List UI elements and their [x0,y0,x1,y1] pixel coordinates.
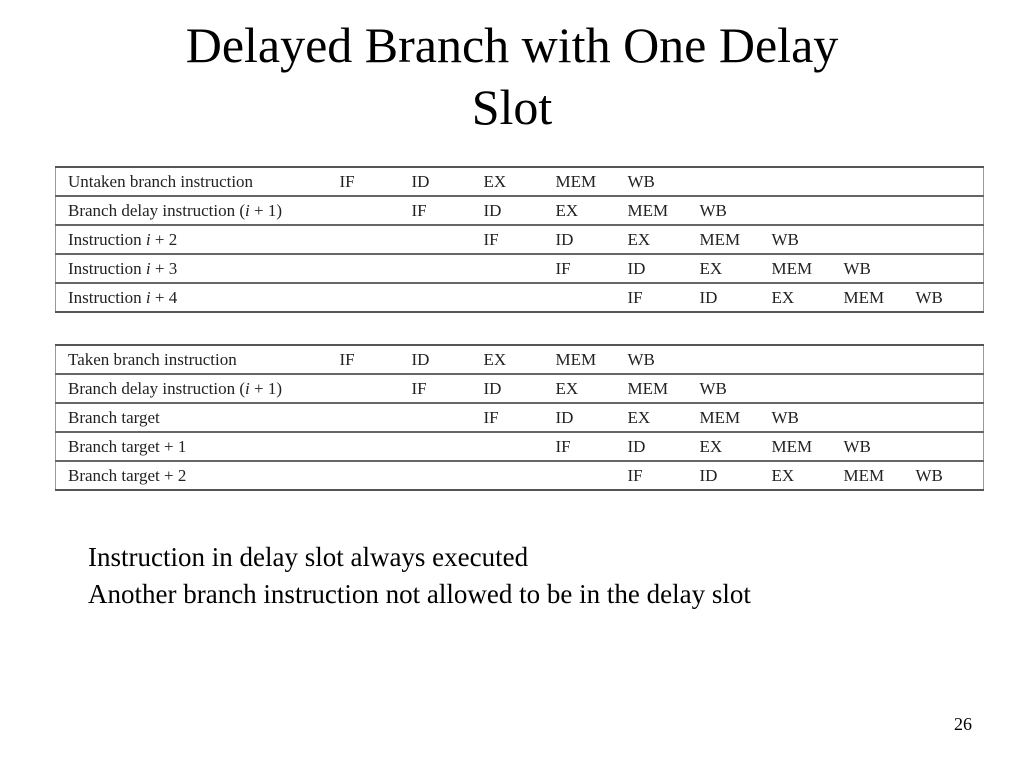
pipeline-stage-cell: WB [840,432,912,461]
pipeline-stage-cell: IF [480,225,552,254]
pipeline-stage-cell: WB [768,403,840,432]
pipeline-stage-cell: MEM [696,403,768,432]
empty-cell [912,254,984,283]
pipeline-stage-cell: EX [768,461,840,490]
table-row [56,225,984,254]
empty-cell [480,461,552,490]
instruction-label: Branch target + 2 [56,461,336,490]
pipeline-stage-cell: IF [480,403,552,432]
pipeline-stage-cell: IF [408,196,480,225]
empty-cell [912,374,984,403]
empty-cell [912,167,984,196]
empty-cell [336,374,408,403]
empty-cell [480,254,552,283]
empty-cell [696,345,768,374]
pipeline-stage-cell: IF [624,283,696,312]
empty-cell [336,403,408,432]
empty-cell [840,403,912,432]
table-row [56,196,984,225]
instruction-label: Branch target [56,403,336,432]
pipeline-stage-cell: MEM [768,254,840,283]
instruction-label: Untaken branch instruction [68,171,254,191]
empty-cell [408,225,480,254]
empty-cell [840,196,912,225]
pipeline-stage-cell: MEM [768,432,840,461]
empty-cell [912,345,984,374]
empty-cell [768,345,840,374]
pipeline-stage-cell: ID [480,196,552,225]
empty-cell [840,225,912,254]
empty-cell [768,374,840,403]
table-row [56,403,984,432]
pipeline-stage-cell: MEM [696,225,768,254]
note-line-2: Another branch instruction not allowed to be in the delay slot [88,579,751,609]
pipeline-stage-cell: ID [624,432,696,461]
empty-cell [840,345,912,374]
empty-cell [480,432,552,461]
empty-cell [912,432,984,461]
table-row [56,374,984,403]
pipeline-stage-cell: MEM [555,171,597,191]
pipeline-stage-cell: MEM [555,349,597,369]
empty-cell [480,283,552,312]
pipeline-stage-cell: EX [552,374,624,403]
pipeline-stage-cell: IF [339,349,355,369]
table-row [56,345,984,374]
empty-cell [912,196,984,225]
pipeline-stage-cell: EX [483,171,507,191]
instruction-label: Taken branch instruction [68,349,237,369]
pipeline-stage-cell: ID [696,461,768,490]
pipeline-stage-cell: IF [624,461,696,490]
table-row [56,254,984,283]
empty-cell [408,461,480,490]
empty-cell [408,403,480,432]
instruction-label: Instruction i + 4 [56,283,336,312]
untaken-branch-pipeline-table [55,166,984,313]
pipeline-stage-cell: WB [696,374,768,403]
empty-cell [552,283,624,312]
empty-cell [768,167,840,196]
pipeline-stage-cell: MEM [840,283,912,312]
pipeline-stage-cell: IF [408,374,480,403]
page-number: 26 [954,714,972,734]
slide-title [0,14,1024,138]
pipeline-stage-cell: WB [912,283,984,312]
taken-branch-pipeline-table [55,344,984,491]
pipeline-stage-cell: ID [411,171,430,191]
instruction-label: Branch delay instruction (i + 1) [56,374,336,403]
empty-cell [696,167,768,196]
pipeline-stage-cell: ID [411,349,430,369]
table-row [56,283,984,312]
slide-title-line-1: Delayed Branch with One Delay [185,17,839,73]
instruction-label: Branch delay instruction (i + 1) [56,196,336,225]
pipeline-stage-cell: EX [552,196,624,225]
pipeline-stage-cell: EX [696,432,768,461]
pipeline-stage-cell: ID [552,225,624,254]
pipeline-stage-cell: IF [339,171,355,191]
pipeline-stage-cell: WB [840,254,912,283]
instruction-label: Branch target + 1 [56,432,336,461]
pipeline-stage-cell: EX [624,225,696,254]
instruction-label: Instruction i + 2 [56,225,336,254]
pipeline-stage-cell: IF [552,254,624,283]
pipeline-stage-cell: EX [696,254,768,283]
pipeline-stage-cell: WB [768,225,840,254]
pipeline-stage-cell: WB [627,349,655,369]
pipeline-stage-cell: IF [552,432,624,461]
empty-cell [336,283,408,312]
empty-cell [552,461,624,490]
empty-cell [336,225,408,254]
pipeline-stage-cell: MEM [624,196,696,225]
pipeline-stage-cell: WB [696,196,768,225]
note-line-1: Instruction in delay slot always executed [88,542,529,572]
slide-title-line-2: Slot [471,79,553,135]
empty-cell [912,403,984,432]
empty-cell [768,196,840,225]
empty-cell [336,254,408,283]
pipeline-stage-cell: EX [483,349,507,369]
pipeline-stage-cell: WB [627,171,655,191]
slide-notes [88,539,751,613]
pipeline-stage-cell: EX [768,283,840,312]
table-row [56,461,984,490]
pipeline-stage-cell: ID [480,374,552,403]
pipeline-stage-cell: ID [696,283,768,312]
empty-cell [336,461,408,490]
pipeline-stage-cell: ID [552,403,624,432]
empty-cell [840,167,912,196]
pipeline-stage-cell: MEM [624,374,696,403]
empty-cell [408,283,480,312]
empty-cell [408,432,480,461]
instruction-label: Instruction i + 3 [56,254,336,283]
empty-cell [336,196,408,225]
pipeline-stage-cell: MEM [840,461,912,490]
table-row [56,167,984,196]
pipeline-stage-cell: WB [912,461,984,490]
pipeline-stage-cell: EX [624,403,696,432]
empty-cell [912,225,984,254]
empty-cell [336,432,408,461]
empty-cell [840,374,912,403]
table-row [56,432,984,461]
empty-cell [408,254,480,283]
pipeline-stage-cell: ID [624,254,696,283]
